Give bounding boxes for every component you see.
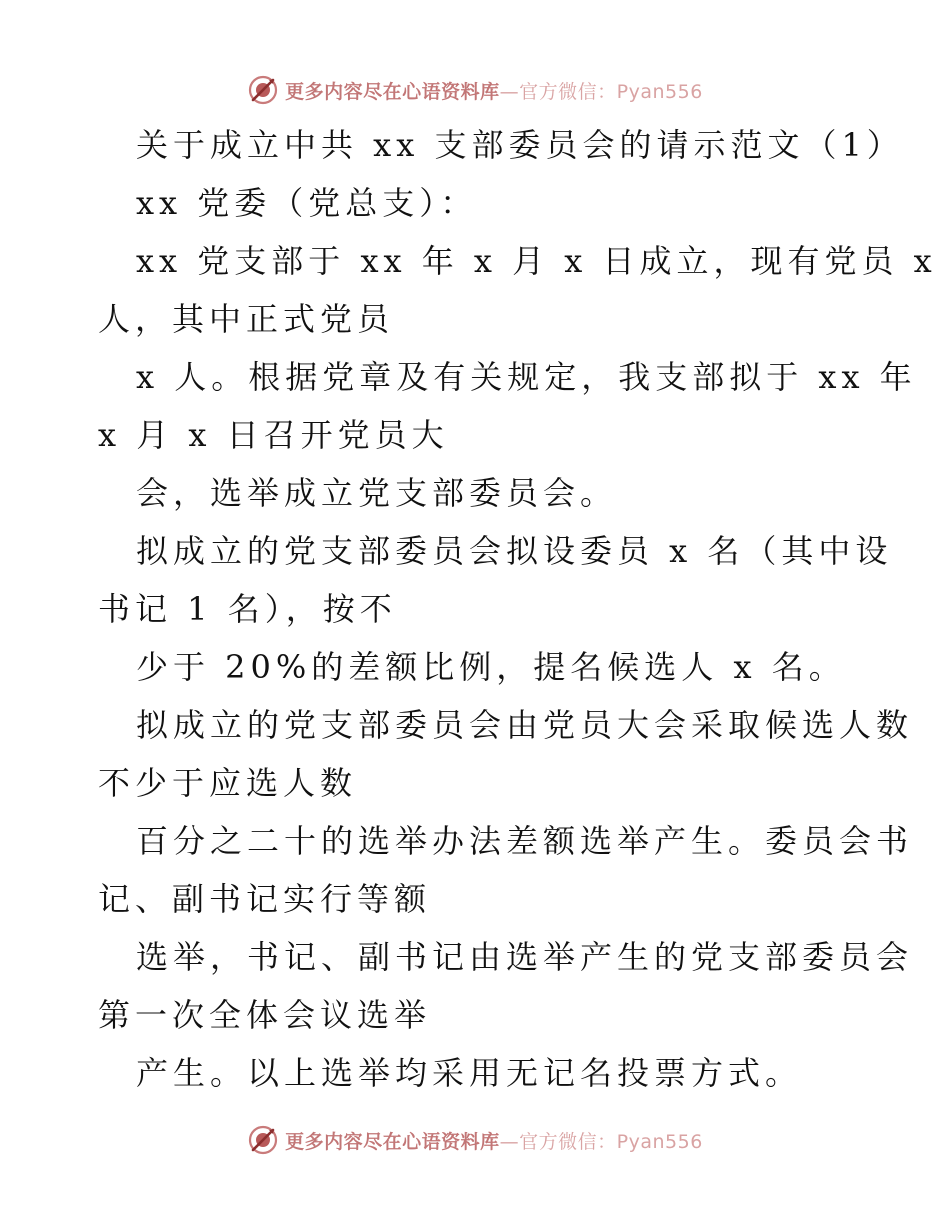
body-line: xx 党支部于 xx 年 x 月 x 日成立，现有党员 x bbox=[136, 242, 937, 280]
body-line: 人，其中正式党员 bbox=[98, 300, 395, 338]
body-line: 百分之二十的选举办法差额选举产生。委员会书 bbox=[136, 822, 914, 860]
document-body bbox=[98, 116, 937, 1102]
pen-logo-icon bbox=[247, 1124, 279, 1156]
body-line: x 人。根据党章及有关规定，我支部拟于 xx 年 bbox=[136, 358, 917, 396]
document-title: 关于成立中共 xx 支部委员会的请示范文（1） bbox=[136, 126, 904, 164]
header-watermark-text: 更多内容尽在心语资料库—官方微信：Pyan556 bbox=[285, 80, 703, 103]
body-line: 记、副书记实行等额 bbox=[98, 880, 432, 918]
body-line: 第一次全体会议选举 bbox=[98, 996, 432, 1034]
pen-logo-icon bbox=[247, 74, 279, 106]
body-line: 拟成立的党支部委员会拟设委员 x 名（其中设 bbox=[136, 532, 893, 570]
body-line: 选举，书记、副书记由选举产生的党支部委员会 bbox=[136, 938, 914, 976]
body-line: 书记 1 名），按不 bbox=[98, 590, 397, 628]
body-line: 不少于应选人数 bbox=[98, 764, 358, 802]
footer-watermark-text: 更多内容尽在心语资料库—官方微信：Pyan556 bbox=[285, 1130, 703, 1153]
body-line: 少于 20%的差额比例，提名候选人 x 名。 bbox=[136, 648, 846, 686]
body-line: 会，选举成立党支部委员会。 bbox=[136, 474, 618, 512]
footer-watermark-banner bbox=[0, 1120, 950, 1160]
body-line: 拟成立的党支部委员会由党员大会采取候选人数 bbox=[136, 706, 914, 744]
body-line: x 月 x 日召开党员大 bbox=[98, 416, 449, 454]
header-watermark-banner bbox=[0, 70, 950, 110]
salutation: xx 党委（党总支）： bbox=[136, 184, 478, 222]
body-line: 产生。以上选举均采用无记名投票方式。 bbox=[136, 1054, 803, 1092]
